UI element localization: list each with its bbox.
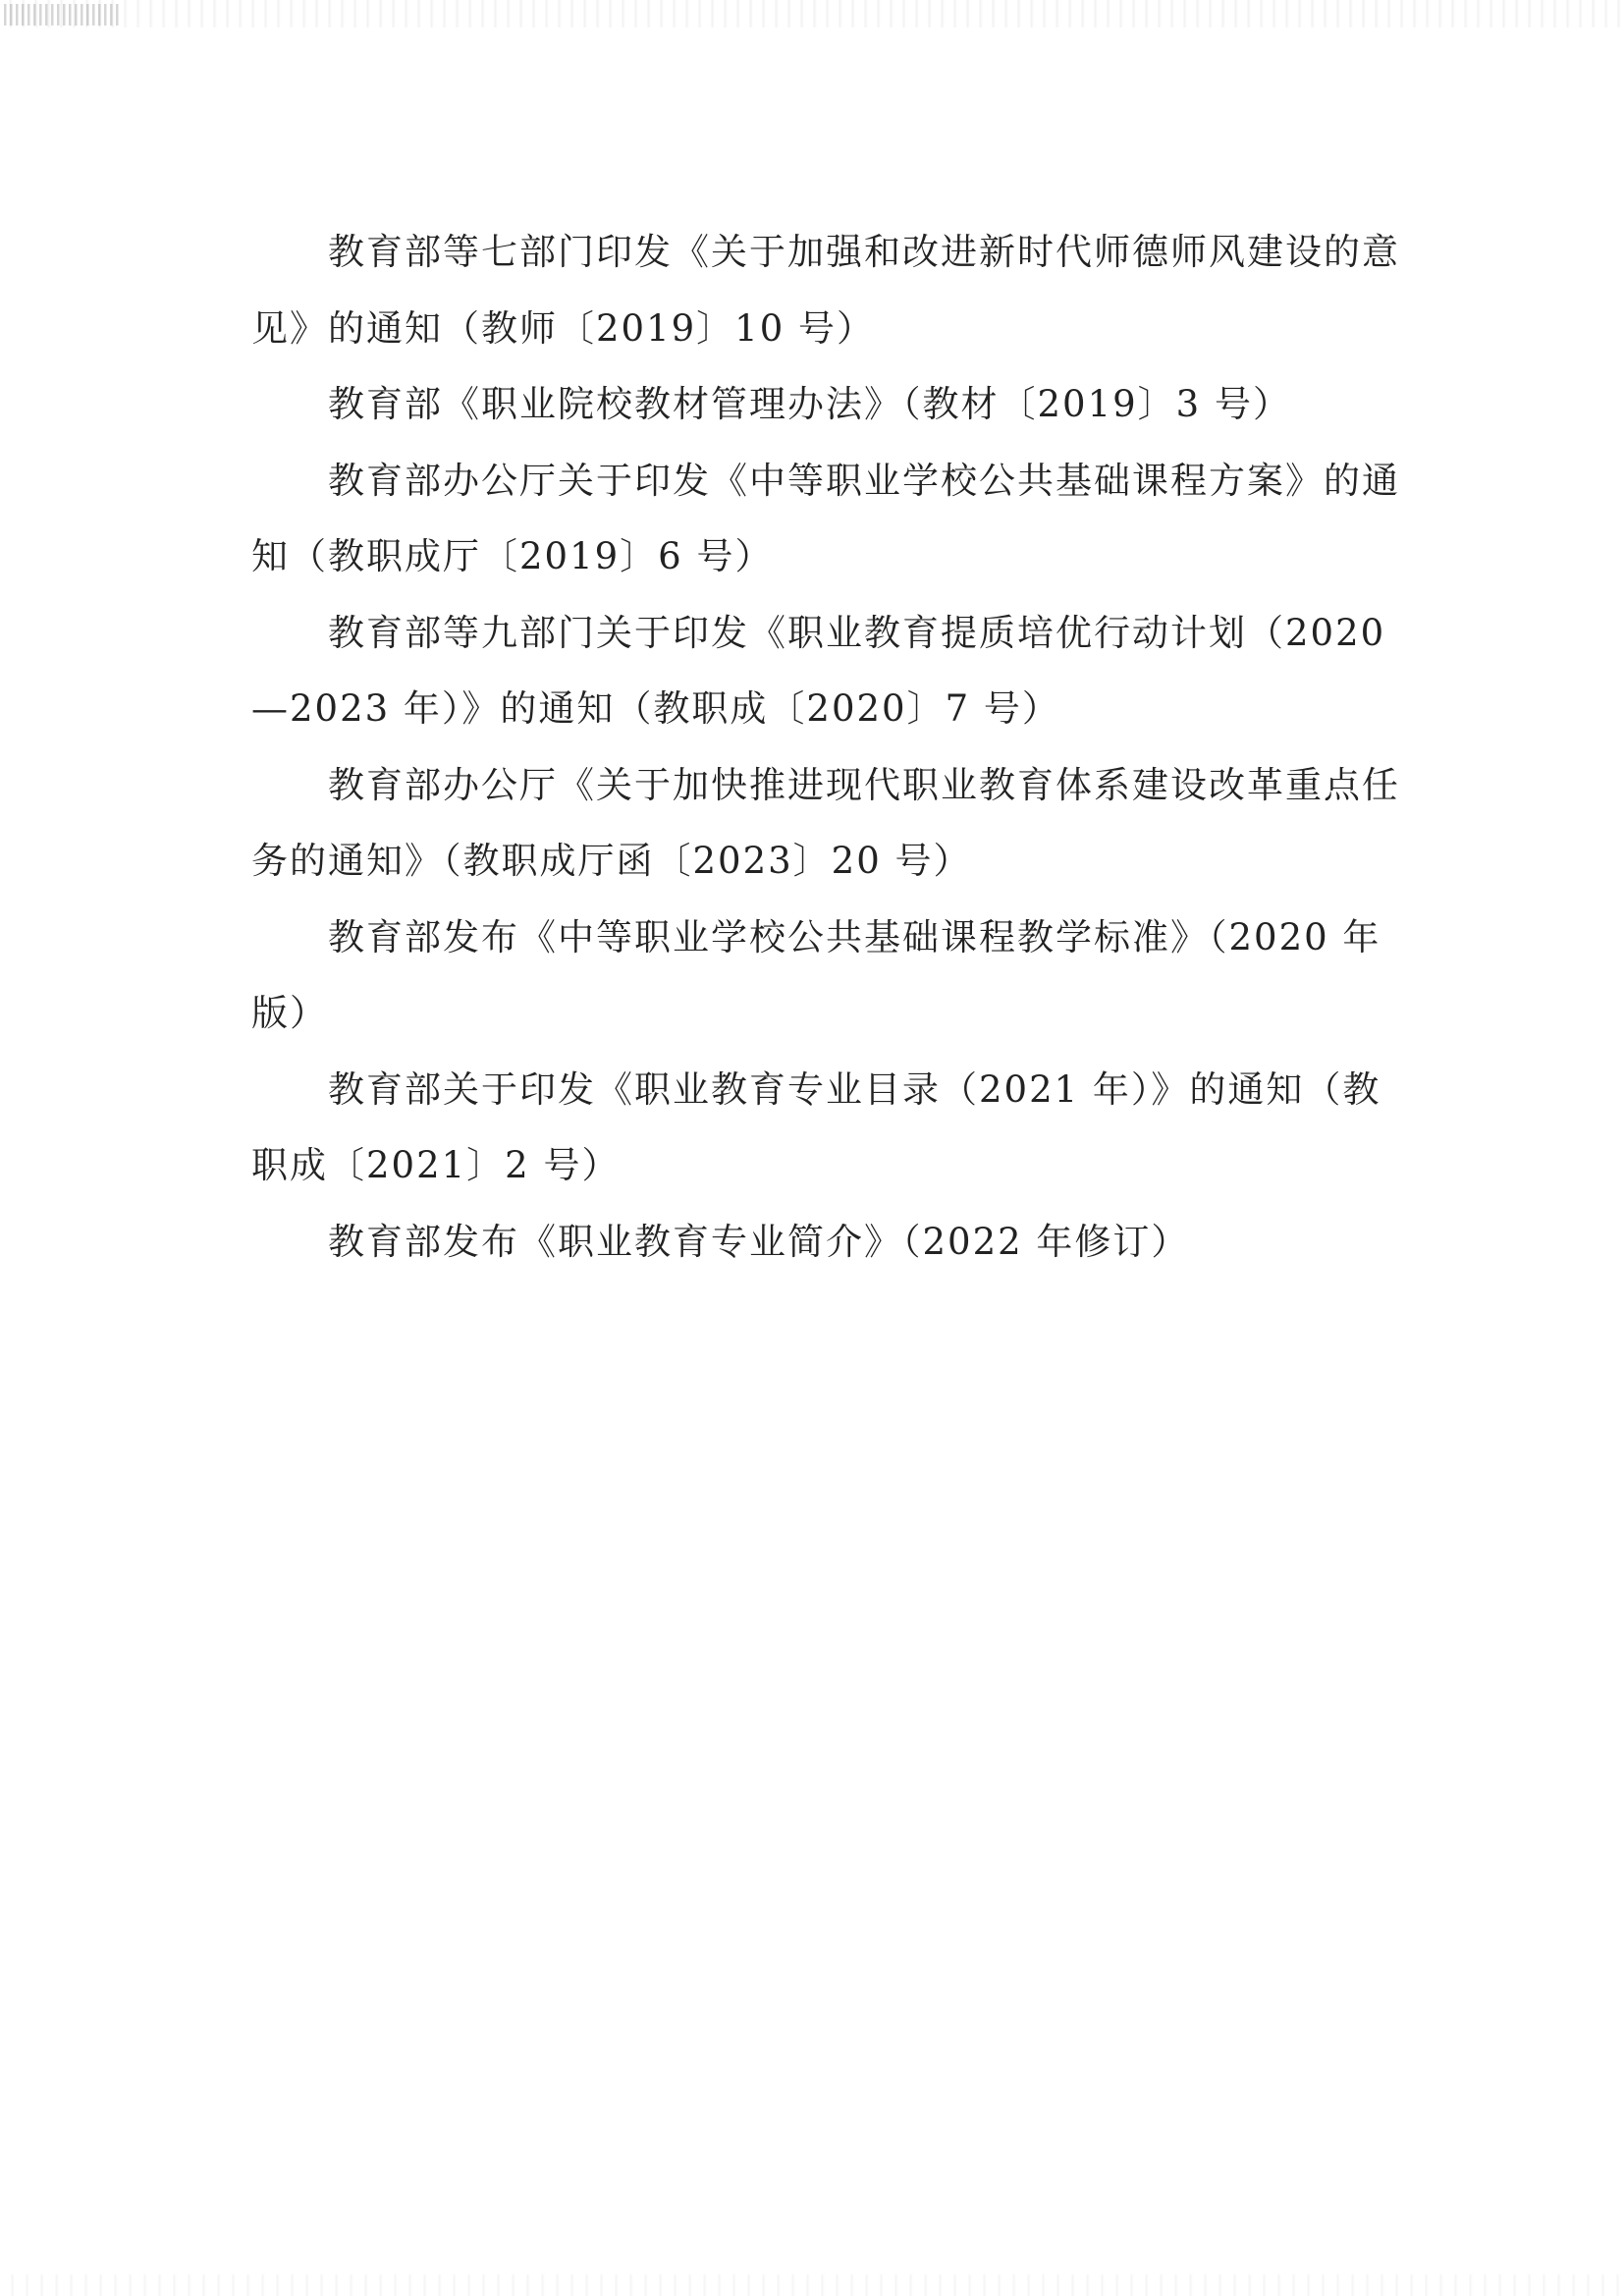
reference-item-7 bbox=[251, 1052, 1379, 1204]
reference-line: 务的通知》（教职成厅函〔2023〕20 号） bbox=[251, 840, 972, 882]
reference-line: —2023 年）》的通知（教职成〔2020〕7 号） bbox=[251, 687, 1060, 730]
reference-item-2 bbox=[251, 366, 1379, 443]
reference-line: 教育部发布《职业教育专业简介》（2022 年修订） bbox=[328, 1220, 1190, 1263]
reference-line: 教育部等七部门印发《关于加强和改进新时代师德师风建设的意 bbox=[328, 231, 1400, 273]
scan-corner-mark bbox=[4, 4, 122, 26]
reference-line: 教育部办公厅《关于加快推进现代职业教育体系建设改革重点任 bbox=[328, 763, 1400, 806]
reference-item-6 bbox=[251, 900, 1379, 1052]
document-body bbox=[251, 214, 1400, 1280]
reference-line: 知（教职成厅〔2019〕6 号） bbox=[251, 535, 774, 577]
scan-edge-top bbox=[0, 0, 1624, 27]
reference-line: 版） bbox=[251, 992, 328, 1034]
reference-item-5 bbox=[251, 747, 1400, 900]
reference-line: 教育部发布《中等职业学校公共基础课程教学标准》（2020 年 bbox=[328, 915, 1381, 958]
reference-line: 教育部《职业院校教材管理办法》（教材〔2019〕3 号） bbox=[328, 383, 1291, 425]
reference-line: 职成〔2021〕2 号） bbox=[251, 1144, 621, 1186]
reference-line: 见》的通知（教师〔2019〕10 号） bbox=[251, 306, 876, 350]
reference-line: 教育部办公厅关于印发《中等职业学校公共基础课程方案》的通 bbox=[328, 459, 1400, 502]
reference-line: 教育部关于印发《职业教育专业目录（2021 年）》的通知（教 bbox=[328, 1067, 1381, 1111]
reference-item-3 bbox=[251, 443, 1400, 595]
reference-item-1 bbox=[251, 214, 1400, 366]
scan-edge-bottom bbox=[0, 2274, 1624, 2296]
reference-item-4 bbox=[251, 595, 1386, 747]
reference-line: 教育部等九部门关于印发《职业教育提质培优行动计划（2020 bbox=[328, 611, 1386, 654]
reference-item-8 bbox=[251, 1204, 1379, 1281]
